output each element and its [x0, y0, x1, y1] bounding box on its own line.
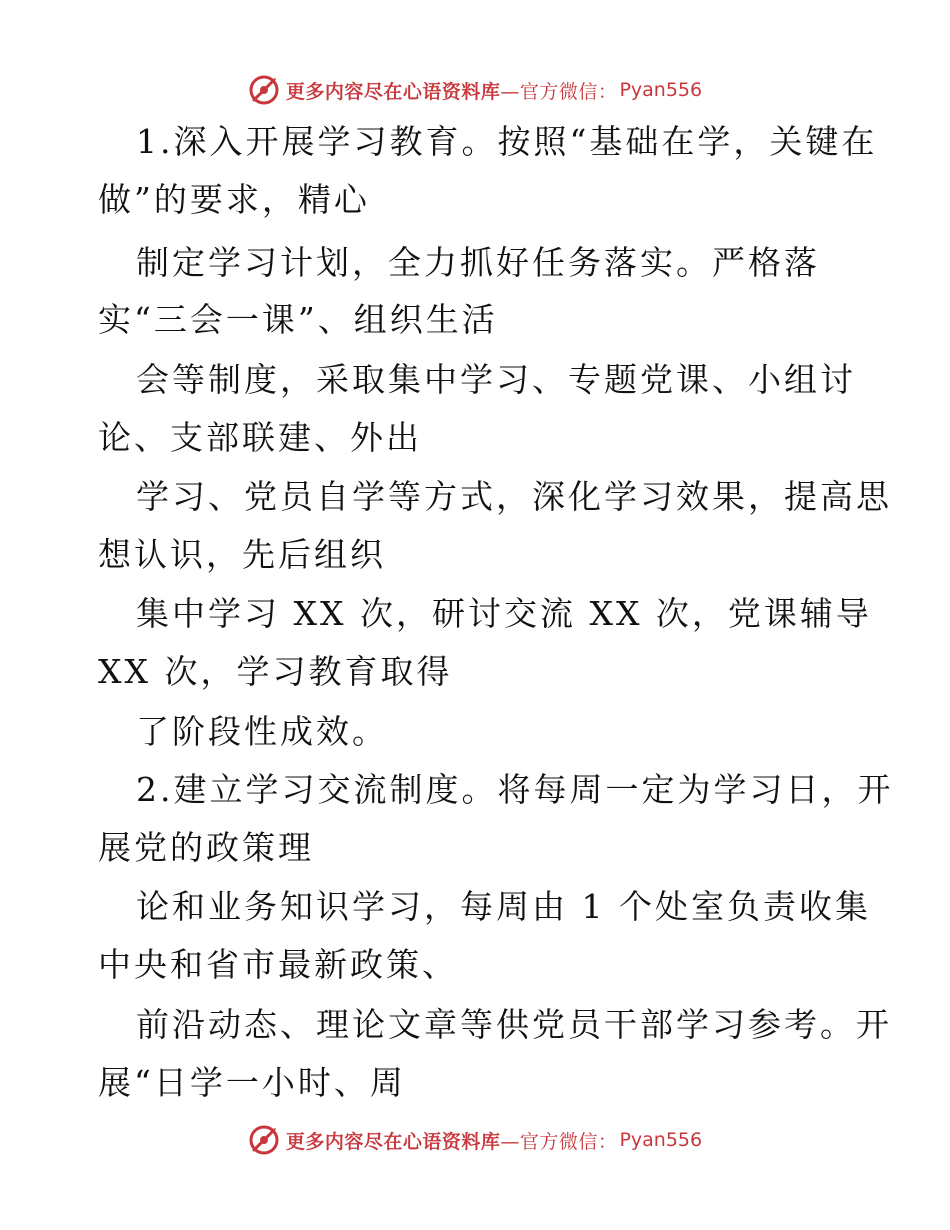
- paragraph-line: 了阶段性成效。: [136, 712, 388, 751]
- paragraph-line: 做”的要求，精心: [98, 180, 370, 219]
- paragraph-line: XX 次，学习教育取得: [98, 652, 453, 691]
- brush-circle-logo-icon: [248, 74, 280, 106]
- paragraph-line: 集中学习 XX 次，研讨交流 XX 次，党课辅导: [136, 594, 872, 633]
- site-name-text: 更多内容尽在心语资料库: [285, 80, 501, 103]
- paragraph-line: 实“三会一课”、组织生活: [98, 300, 498, 339]
- paragraph-line: 2.建立学习交流制度。将每周一定为学习日，开: [136, 770, 894, 809]
- paragraph-line: 学习、党员自学等方式，深化学习效果，提高思: [136, 477, 892, 516]
- wechat-label-text: —官方微信：: [500, 80, 618, 103]
- paragraph-line: 论和业务知识学习，每周由 1 个处室负责收集: [136, 887, 871, 926]
- paragraph-line: 想认识，先后组织: [98, 535, 386, 574]
- brush-circle-logo-icon: [248, 1124, 280, 1156]
- wechat-label-text: —官方微信：: [500, 1130, 618, 1153]
- footer-banner: [0, 1122, 950, 1158]
- paragraph-line: 展党的政策理: [98, 828, 314, 867]
- paragraph-line: 展“日学一小时、周: [98, 1063, 406, 1102]
- wechat-account-text: Pyan556: [619, 79, 703, 101]
- paragraph-line: 中央和省市最新政策、: [98, 945, 458, 984]
- site-name-text: 更多内容尽在心语资料库: [285, 1130, 501, 1153]
- paragraph-line: 1.深入开展学习教育。按照“基础在学，关键在: [136, 122, 878, 161]
- paragraph-line: 会等制度，采取集中学习、专题党课、小组讨: [136, 360, 856, 399]
- paragraph-line: 前沿动态、理论文章等供党员干部学习参考。开: [136, 1005, 892, 1044]
- header-banner: [0, 72, 950, 108]
- wechat-account-text: Pyan556: [619, 1129, 703, 1151]
- paragraph-line: 论、支部联建、外出: [98, 418, 422, 457]
- paragraph-line: 制定学习计划，全力抓好任务落实。严格落: [136, 243, 820, 282]
